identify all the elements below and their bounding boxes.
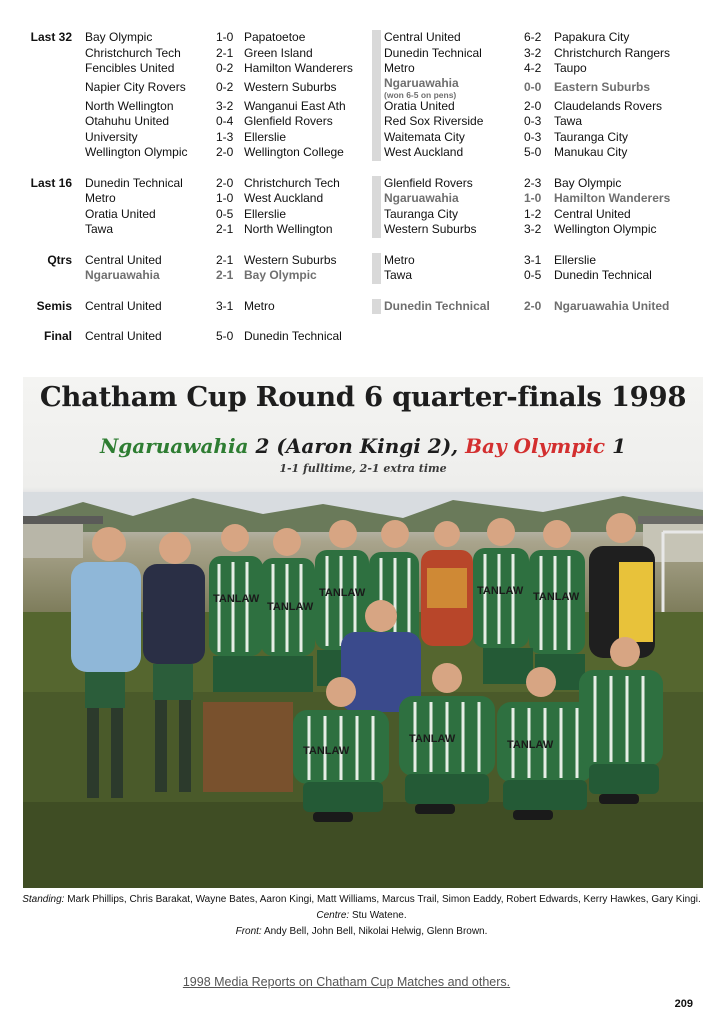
away-team: West Auckland bbox=[244, 191, 324, 205]
photo-caption bbox=[0, 892, 723, 940]
away-team: Bay Olympic bbox=[244, 268, 317, 282]
home-team: Red Sox Riverside bbox=[384, 114, 484, 128]
result-row bbox=[0, 145, 723, 161]
home-team: Oratia United bbox=[85, 206, 156, 221]
away-team: Dunedin Technical bbox=[244, 329, 342, 343]
score: 0-0 bbox=[524, 79, 542, 94]
away-team: Manukau City bbox=[554, 145, 628, 159]
result-row bbox=[0, 46, 723, 62]
shirt-sponsor: TANLAW bbox=[533, 591, 580, 603]
away-team: Ellerslie bbox=[244, 206, 287, 221]
stage-last-32 bbox=[0, 30, 723, 161]
result-row bbox=[0, 114, 723, 130]
score: 2-1 bbox=[216, 222, 234, 236]
score: 2-1 bbox=[216, 45, 234, 60]
score: 0-3 bbox=[524, 129, 542, 144]
away-team: Ellerslie bbox=[244, 129, 287, 144]
stage-label: Final bbox=[43, 329, 72, 343]
away-team: Papatoetoe bbox=[244, 30, 306, 44]
home-team: Central United bbox=[85, 298, 162, 313]
score: 1-0 bbox=[524, 191, 542, 205]
home-team: Christchurch Tech bbox=[85, 45, 181, 60]
shirt-sponsor: TANLAW bbox=[477, 585, 524, 597]
away-team: Glenfield Rovers bbox=[244, 114, 333, 128]
home-team: West Auckland bbox=[384, 145, 464, 159]
stage-label: Qtrs bbox=[47, 252, 72, 267]
result-row bbox=[0, 253, 723, 269]
result-row bbox=[0, 130, 723, 146]
away-team: Dunedin Technical bbox=[554, 268, 652, 282]
score: 5-0 bbox=[216, 329, 234, 343]
score: 4-2 bbox=[524, 61, 542, 75]
match-subtitle: 1-1 fulltime, 2-1 extra time bbox=[279, 462, 447, 475]
centre-names: Stu Watene. bbox=[351, 910, 407, 921]
stage-final bbox=[0, 329, 723, 345]
home-team: Ngaruawahia bbox=[99, 434, 249, 458]
photo-title: Chatham Cup Round 6 quarter-finals 1998 bbox=[39, 381, 687, 413]
result-row bbox=[0, 268, 723, 284]
result-row bbox=[0, 61, 723, 77]
home-team: Metro bbox=[384, 252, 415, 267]
home-team: Central United bbox=[85, 329, 162, 343]
shirt-sponsor: TANLAW bbox=[303, 745, 350, 757]
score: 1-2 bbox=[524, 206, 542, 221]
away-team: Tawa bbox=[554, 114, 583, 128]
result-row bbox=[0, 77, 723, 99]
home-team: Central United bbox=[85, 252, 162, 267]
home-team: Wellington Olympic bbox=[85, 145, 188, 159]
away-team: Green Island bbox=[244, 45, 313, 60]
home-team: Ngaruawahia bbox=[384, 191, 459, 205]
penalty-note: (won 6-5 on pens) bbox=[384, 89, 457, 100]
home-team: Tawa bbox=[384, 268, 413, 282]
column-divider bbox=[372, 176, 381, 238]
score: 3-1 bbox=[216, 298, 234, 313]
shirt-sponsor: TANLAW bbox=[507, 739, 554, 751]
team-photo-panel bbox=[23, 377, 703, 888]
shirt-sponsor: TANLAW bbox=[213, 593, 260, 605]
away-team: Bay Olympic bbox=[465, 434, 606, 458]
score: 2-3 bbox=[524, 175, 542, 190]
score: 2-0 bbox=[524, 298, 542, 313]
home-team: Metro bbox=[85, 191, 116, 205]
away-team: North Wellington bbox=[244, 222, 333, 236]
result-row bbox=[0, 329, 723, 345]
column-divider bbox=[372, 253, 381, 284]
home-team: Ngaruawahia bbox=[85, 268, 160, 282]
away-team: Central United bbox=[554, 206, 631, 221]
score: 0-5 bbox=[524, 268, 542, 282]
score: 2-0 bbox=[524, 98, 542, 113]
caption-front bbox=[0, 924, 723, 940]
away-team: Bay Olympic bbox=[554, 175, 622, 190]
score: 0-5 bbox=[216, 206, 234, 221]
media-reports-link[interactable]: 1998 Media Reports on Chatham Cup Matches and others. bbox=[182, 975, 511, 989]
home-team: Otahuhu United bbox=[85, 114, 170, 128]
home-team: Dunedin Technical bbox=[384, 298, 490, 313]
front-label: Front: bbox=[235, 926, 262, 937]
team-photo bbox=[23, 492, 703, 888]
score: 1-0 bbox=[216, 30, 234, 44]
stage-last-16 bbox=[0, 176, 723, 238]
away-team: Hamilton Wanderers bbox=[554, 191, 671, 205]
front-names: Andy Bell, John Bell, Nikolai Helwig, Glenn Brown. bbox=[263, 926, 488, 937]
score: 3-2 bbox=[216, 98, 234, 113]
results-table bbox=[0, 30, 723, 345]
page-number: 209 bbox=[674, 998, 693, 1010]
result-row bbox=[0, 207, 723, 223]
home-team: Central United bbox=[384, 30, 461, 44]
shirt-sponsor: TANLAW bbox=[267, 601, 314, 613]
score: 6-2 bbox=[524, 30, 542, 44]
home-team: Oratia United bbox=[384, 98, 455, 113]
stage-qtrs bbox=[0, 253, 723, 284]
home-team: North Wellington bbox=[85, 98, 174, 113]
team-name: Ngaruawahia bbox=[384, 75, 459, 90]
result-row bbox=[0, 99, 723, 115]
scorer: (Aaron Kingi 2), bbox=[276, 434, 459, 458]
home-team: Fencibles United bbox=[85, 61, 175, 75]
home-team: Bay Olympic bbox=[85, 30, 153, 44]
stage-semis bbox=[0, 299, 723, 315]
home-team: Western Suburbs bbox=[384, 222, 477, 236]
column-divider bbox=[372, 299, 381, 315]
home-team: Tauranga City bbox=[384, 206, 459, 221]
score: 0-4 bbox=[216, 114, 234, 128]
score: 0-3 bbox=[524, 114, 542, 128]
away-team: Ngaruawahia United bbox=[554, 298, 670, 313]
score: 2-0 bbox=[216, 145, 234, 159]
caption-standing bbox=[0, 892, 723, 908]
caption-centre bbox=[0, 908, 723, 924]
stage-label: Last 32 bbox=[30, 30, 72, 44]
away-team: Ellerslie bbox=[554, 252, 597, 267]
away-team: Wellington Olympic bbox=[554, 222, 657, 236]
stage-label: Semis bbox=[36, 298, 72, 313]
home-team: Dunedin Technical bbox=[85, 175, 183, 190]
away-team: Wellington College bbox=[244, 145, 344, 159]
home-team: Tawa bbox=[85, 222, 114, 236]
home-team: Napier City Rovers bbox=[85, 79, 186, 94]
away-team: Metro bbox=[244, 298, 275, 313]
score: 2-1 bbox=[216, 252, 234, 267]
stage-label: Last 16 bbox=[30, 175, 72, 190]
score: 1-0 bbox=[216, 191, 234, 205]
home-team: Metro bbox=[384, 61, 415, 75]
score: 3-2 bbox=[524, 222, 542, 236]
score: 2-0 bbox=[216, 175, 234, 190]
away-team: Eastern Suburbs bbox=[554, 79, 651, 94]
away-team: Hamilton Wanderers bbox=[244, 61, 353, 75]
home-team: Dunedin Technical bbox=[384, 45, 482, 60]
score: 3-1 bbox=[524, 252, 542, 267]
home-team bbox=[384, 77, 459, 100]
result-row bbox=[0, 191, 723, 207]
result-row bbox=[0, 222, 723, 238]
shirt-sponsor: TANLAW bbox=[319, 587, 366, 599]
result-row bbox=[0, 30, 723, 46]
standing-names: Mark Phillips, Chris Barakat, Wayne Bates, Aaron Kingi, Matt Williams, Marcus Trail, Simon Eaddy, Robert Edwards, Kerry Hawkes, Gary Kingi. bbox=[67, 894, 701, 905]
score: 1-3 bbox=[216, 129, 234, 144]
home-score: 2 bbox=[255, 434, 270, 458]
away-team: Claudelands Rovers bbox=[554, 98, 663, 113]
away-team: Taupo bbox=[554, 61, 587, 75]
score: 2-1 bbox=[216, 268, 234, 282]
score: 0-2 bbox=[216, 79, 234, 94]
match-score-line bbox=[23, 434, 703, 458]
away-team: Christchurch Tech bbox=[244, 175, 340, 190]
away-team: Western Suburbs bbox=[244, 252, 337, 267]
standing-label: Standing: bbox=[22, 894, 65, 905]
away-team: Western Suburbs bbox=[244, 79, 337, 94]
away-score: 1 bbox=[612, 434, 626, 458]
score: 0-2 bbox=[216, 61, 234, 75]
away-team: Wanganui East Ath bbox=[244, 98, 346, 113]
away-team: Tauranga City bbox=[554, 129, 629, 144]
column-divider bbox=[372, 30, 381, 161]
home-team: Waitemata City bbox=[384, 129, 465, 144]
away-team: Christchurch Rangers bbox=[554, 45, 671, 60]
score: 5-0 bbox=[524, 145, 542, 159]
centre-label: Centre: bbox=[316, 910, 350, 921]
result-row bbox=[0, 299, 723, 315]
result-row bbox=[0, 176, 723, 192]
home-team: Glenfield Rovers bbox=[384, 175, 473, 190]
shirt-sponsor: TANLAW bbox=[409, 733, 456, 745]
score: 3-2 bbox=[524, 45, 542, 60]
home-team: University bbox=[85, 129, 138, 144]
away-team: Papakura City bbox=[554, 30, 630, 44]
